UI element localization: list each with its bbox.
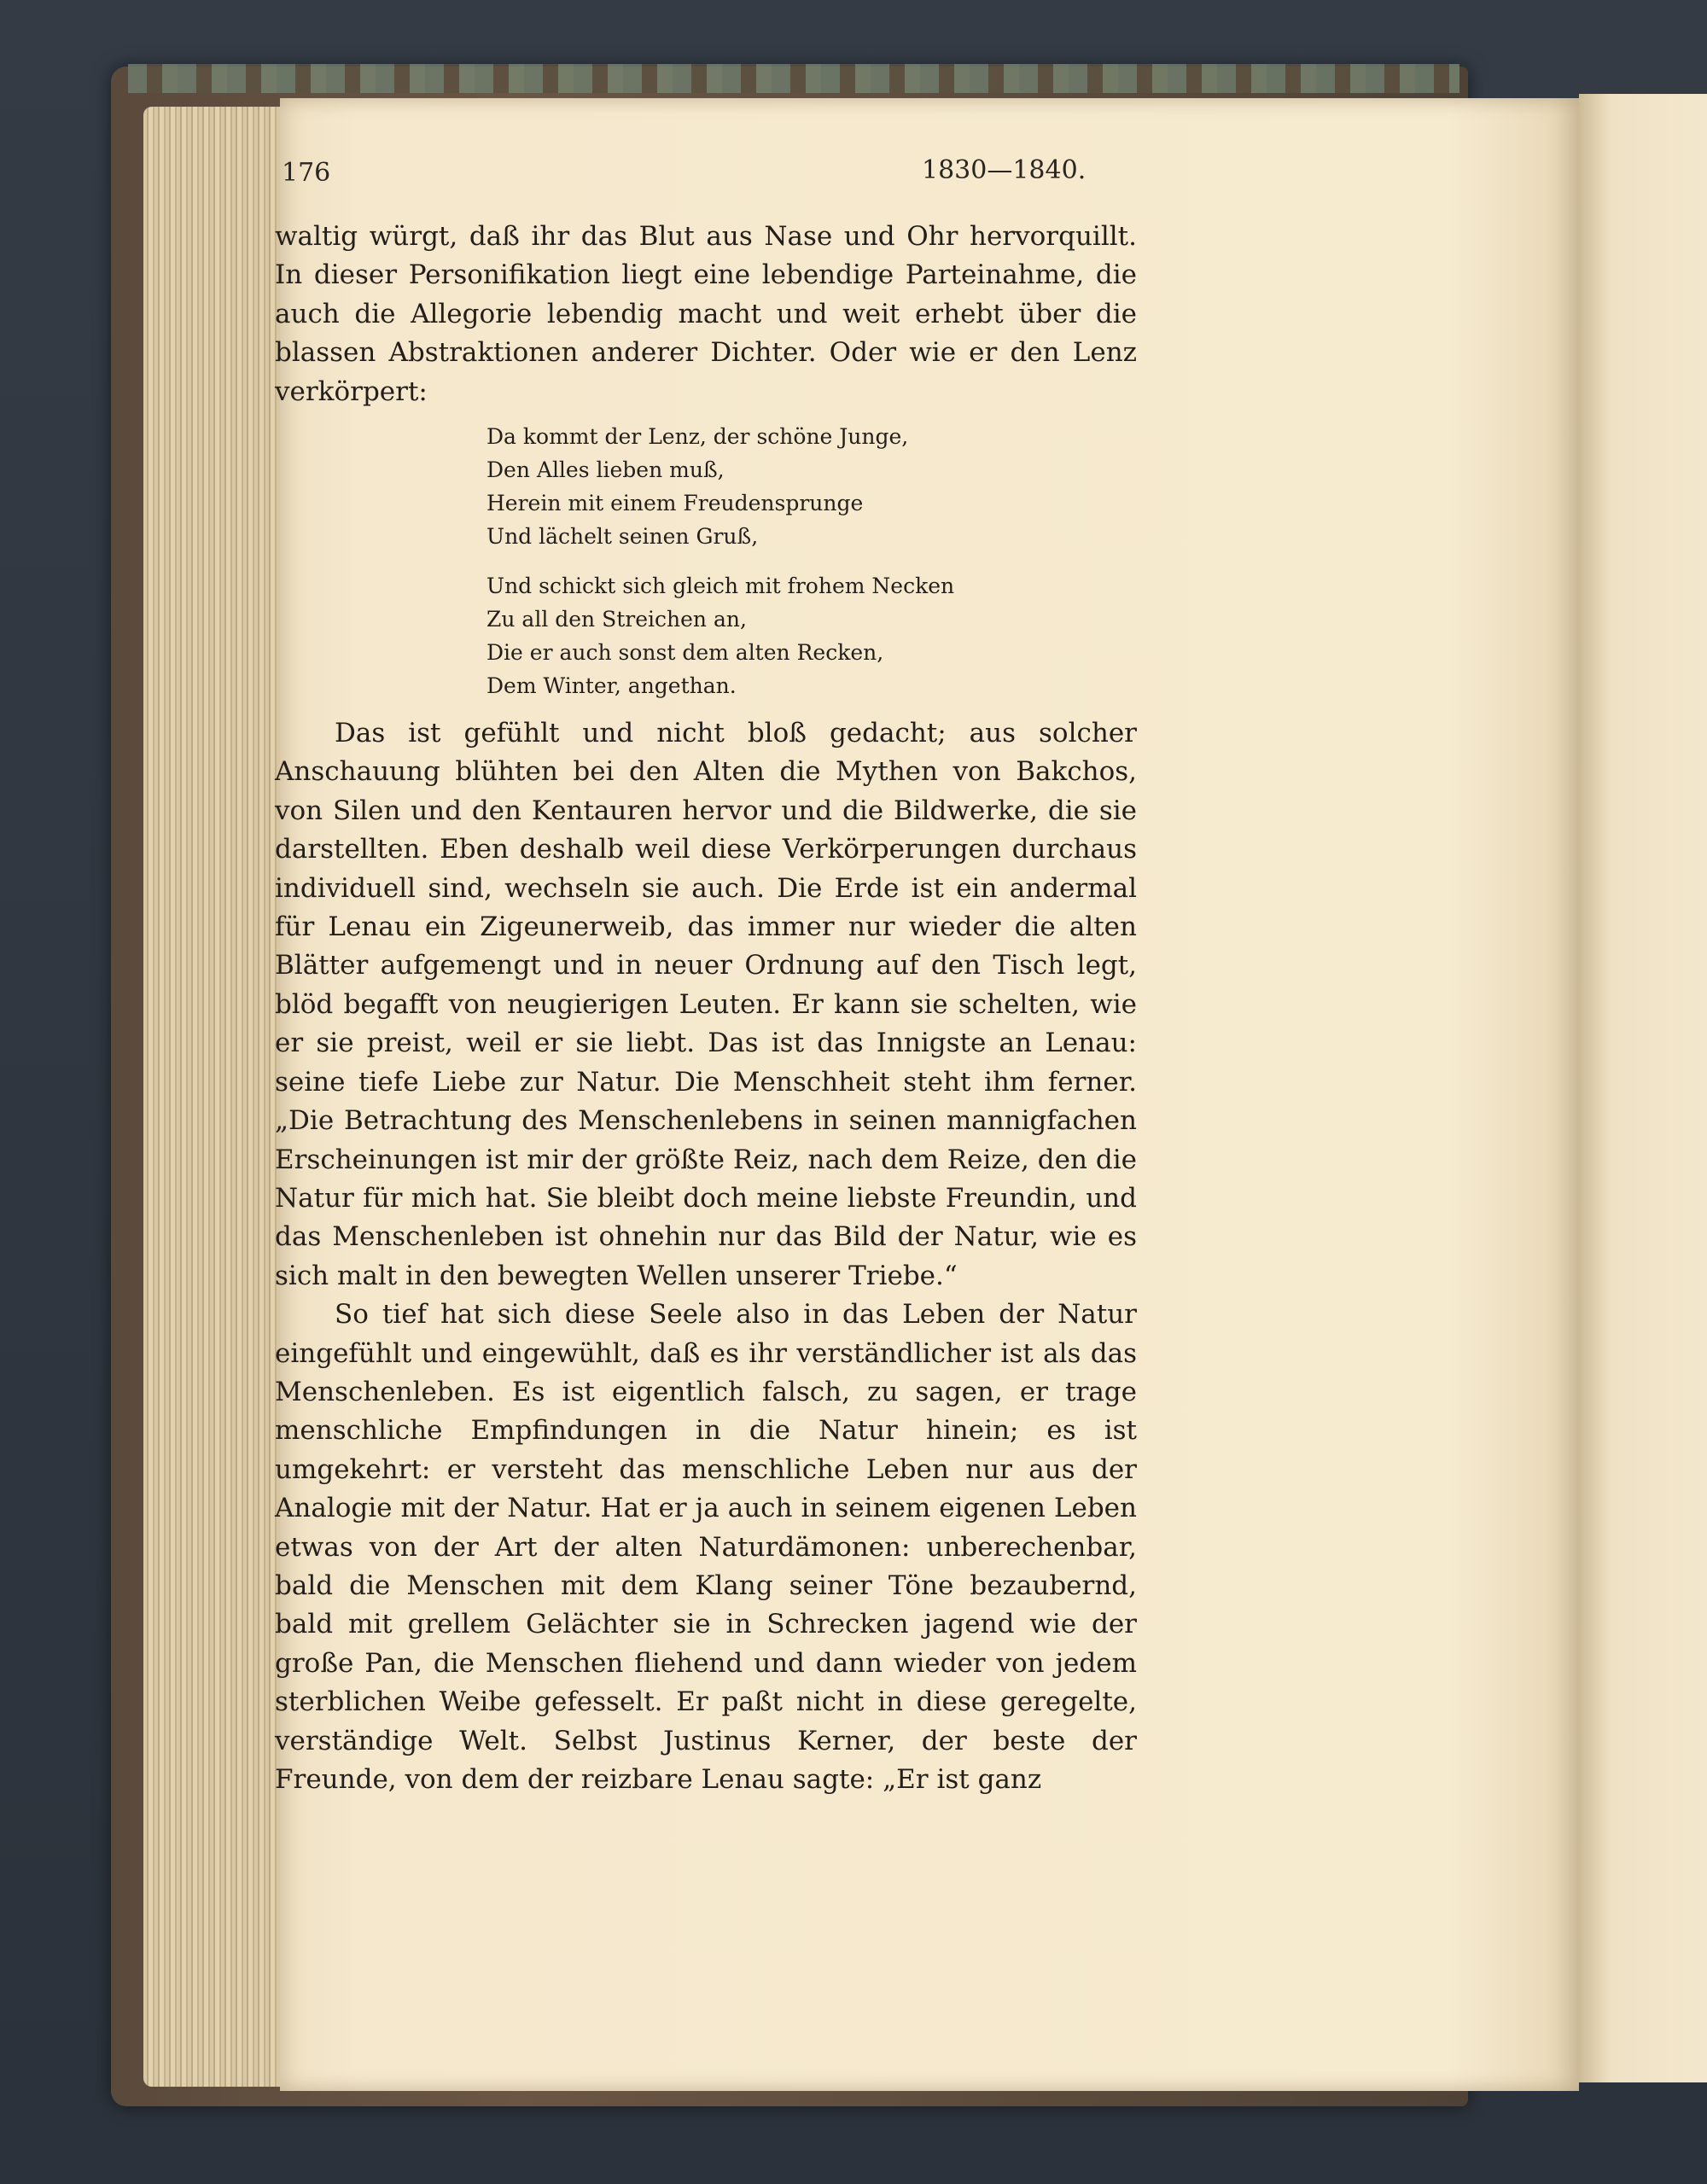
stanza-break xyxy=(486,553,1137,569)
poem-line: Und schickt sich gleich mit frohem Necken xyxy=(486,574,955,599)
paragraph: Das ist gefühlt und nicht bloß gedacht; aus solcher Anschauung blühten bei den Alten die Mythen von Bakchos, von Silen und den Kentauren hervor und die Bildwerke, die sie darstellten. Eben deshalb weil diese Verkörperungen durchaus individuell sind, wechseln sie auch. Die Erde ist ein andermal für Lenau ein Zigeunerweib, das immer nur wieder die alten Blätter aufgemengt und in neuer Ordnung auf den Tisch legt, blöd begafft von neugierigen Leuten. Er kann sie schelten, wie er sie preist, weil er sie liebt. Das ist das Innigste an Lenau: seine tiefe Liebe zur Natur. Die Menschheit steht ihm ferner. „Die Betrachtung des Menschenlebens in seinen mannigfachen Erscheinungen ist mir der größte Reiz, nach dem Reize, den die Natur für mich hat. Sie bleibt doch meine liebste Freundin, und das Menschenleben ist ohnehin nur das Bild der Natur, wie es sich malt in den bewegten Wellen unserer Triebe.“ xyxy=(275,718,1137,1291)
running-head: 1830—1840. xyxy=(922,155,1087,185)
page-number: 176 xyxy=(282,158,331,188)
poem-line: Den Alles lieben muß, xyxy=(486,457,725,483)
paragraph: waltig würgt, daß ihr das Blut aus Nase und Ohr hervorquillt. In dieser Personifikation liegt eine lebendige Parteinahme, die auch die Allegorie lebendig macht und weit erhebt über die blassen Abstraktionen anderer Dichter. Oder wie er den Lenz verkörpert: xyxy=(275,221,1137,407)
poem-line: Da kommt der Lenz, der schöne Junge, xyxy=(486,424,909,450)
page-body xyxy=(275,218,1137,1799)
poem-line: Dem Winter, angethan. xyxy=(486,673,737,699)
page-block-edges xyxy=(143,107,288,2087)
paragraph: So tief hat sich diese Seele also in das Leben der Natur eingefühlt und eingewühlt, daß es ihr verständlicher ist als das Menschenleben. Es ist eigentlich falsch, zu sagen, er trage menschliche Empfindungen in die Natur hinein; es ist umgekehrt: er versteht das menschliche Leben nur aus der Analogie mit der Natur. Hat er ja auch in seinem eigenen Leben etwas von der Art der alten Naturdämonen: unberechenbar, bald die Menschen mit dem Klang seiner Töne bezaubernd, bald mit grellem Gelächter sie in Schrecken jagend wie der große Pan, die Menschen fliehend und dann wieder von jedem sterblichen Weibe gefesselt. Er paßt nicht in diese geregelte, verständige Welt. Selbst Justinus Kerner, der beste der Freunde, von dem der reizbare Lenau sagte: „Er ist ganz xyxy=(275,1299,1137,1795)
poem-line: Zu all den Streichen an, xyxy=(486,607,747,632)
page-header xyxy=(282,155,1135,209)
book-cover-edge xyxy=(128,64,1459,93)
poem-line: Die er auch sonst dem alten Recken, xyxy=(486,640,884,666)
poem-line: Herein mit einem Freudensprunge xyxy=(486,491,864,516)
facing-page xyxy=(1579,94,1707,2082)
poem-quote xyxy=(486,420,1137,702)
poem-line: Und lächelt seinen Gruß, xyxy=(486,524,759,550)
